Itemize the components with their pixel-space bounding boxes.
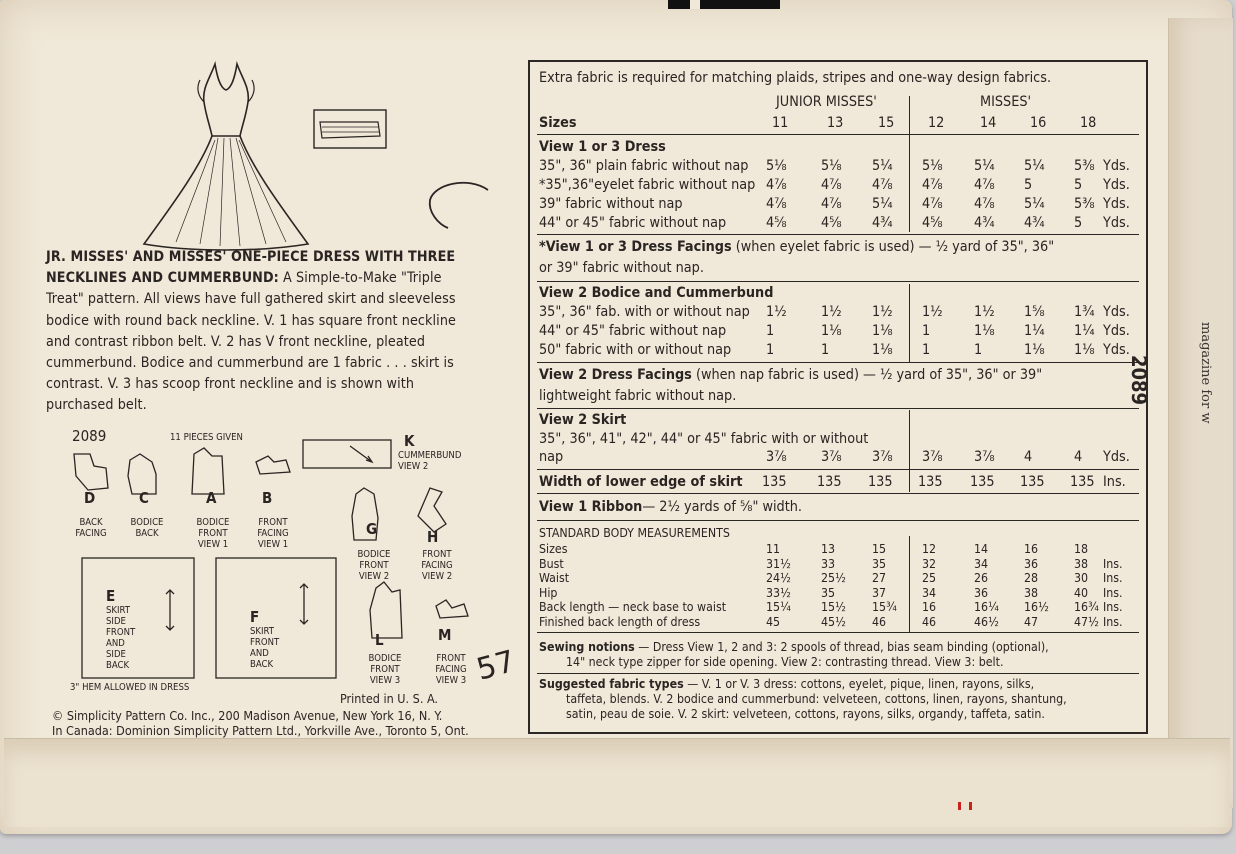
piece-label: FRONT FACING VIEW 2 <box>421 549 453 582</box>
cell-value: 1¼ <box>1074 323 1095 339</box>
description-body: A Simple-to-Make "Triple Treat" pattern. All views have full gathered skirt and sleeveless bodice with round back neckline. V. 1 has square front neckline and contrast ribbon belt. V. 2 has V front neckline, pleated cummerbund. Bodice and cummerbund are 1 fabric . . . skirt is contrast. V. 3 has scoop front neckline and is shown with purchased belt. <box>46 270 456 414</box>
cell-value: 1½ <box>872 304 893 320</box>
piece-label: FRONT FACING VIEW 3 <box>435 653 467 686</box>
row-label: Sizes <box>539 542 568 556</box>
cell-value: 5¼ <box>1024 158 1045 174</box>
row-unit: Ins. <box>1103 556 1123 571</box>
row-label: Back length — neck base to waist <box>539 600 727 615</box>
cell-value: 15 <box>872 542 887 556</box>
copyright-line: © Simplicity Pattern Co. Inc., 200 Madison Avenue, New York 16, N. Y. <box>52 708 443 723</box>
cell-value: 37 <box>872 585 887 600</box>
row-label: nap <box>539 449 564 465</box>
cell-value: 135 <box>817 474 842 490</box>
size-header: 11 <box>772 115 789 131</box>
skirt-line: 35", 36", 41", 42", 44" or 45" fabric with or without <box>539 431 869 447</box>
cell-value: 1 <box>922 342 931 358</box>
cell-value: 5 <box>1074 215 1083 231</box>
cell-value: 1⅛ <box>1024 342 1045 358</box>
cell-value: 35 <box>872 556 887 571</box>
cell-value: 33 <box>821 556 836 571</box>
fabric-types-text: — V. 1 or V. 3 dress: cottons, eyelet, pique, linen, rayons, silks, <box>687 677 1035 691</box>
cell-value: 4⅞ <box>974 196 995 212</box>
cell-value: 47½ <box>1074 615 1099 629</box>
divider <box>537 469 1139 470</box>
cell-value: 38 <box>1074 556 1089 571</box>
copyright <box>52 708 469 738</box>
cell-value: 1¼ <box>1024 323 1045 339</box>
cell-value: 1 <box>974 342 983 358</box>
cell-value: 4¾ <box>1024 215 1045 231</box>
piece-label: BODICE FRONT VIEW 2 <box>357 549 391 582</box>
size-header: 14 <box>980 115 997 131</box>
cell-value: 47 <box>1024 615 1039 629</box>
piece-label: BACK FACING <box>75 517 107 539</box>
cell-value: 34 <box>922 585 937 600</box>
cell-value: 5⅜ <box>1074 196 1095 212</box>
row-unit: Yds. <box>1103 449 1130 465</box>
cell-value: 1⅝ <box>1024 304 1045 320</box>
row-label: Width of lower edge of skirt <box>539 474 743 490</box>
yardage-box <box>528 60 1148 734</box>
divider <box>537 493 1139 494</box>
cell-value: 4⅝ <box>922 215 943 231</box>
facings2-title: View 2 Dress Facings <box>539 367 692 383</box>
sizes-label: Sizes <box>539 115 577 131</box>
row-label: Finished back length of dress <box>539 615 701 629</box>
piece-label: SKIRT SIDE FRONT AND SIDE BACK <box>106 605 136 671</box>
cell-value: 35 <box>821 585 836 600</box>
facings13-text: (when eyelet fabric is used) — ½ yard of 35", 36" <box>735 239 1055 255</box>
cell-value: 5 <box>1074 177 1083 193</box>
view13-title: View 1 or 3 Dress <box>539 139 666 155</box>
divider <box>909 410 910 492</box>
row-label: 50" fabric with or without nap <box>539 342 732 358</box>
cell-value: 4⅝ <box>821 215 842 231</box>
cell-value: 4⅞ <box>872 177 893 193</box>
cell-value: 36 <box>974 585 989 600</box>
cell-value: 46 <box>872 615 887 629</box>
cell-value: 1⅛ <box>872 323 893 339</box>
cell-value: 31½ <box>766 556 791 571</box>
cell-value: 3⅞ <box>922 449 943 465</box>
cell-value: 5⅛ <box>766 158 787 174</box>
row-label: Waist <box>539 571 570 586</box>
body-title: STANDARD BODY MEASUREMENTS <box>539 526 730 540</box>
cell-value: 4⅞ <box>974 177 995 193</box>
cell-value: 5¼ <box>1024 196 1045 212</box>
cell-value: 3⅞ <box>821 449 842 465</box>
cell-value: 45½ <box>821 615 846 629</box>
piece-label: BODICE FRONT VIEW 3 <box>368 653 402 686</box>
cell-value: 25 <box>922 571 937 586</box>
cell-value: 27 <box>872 571 887 586</box>
cell-value: 1½ <box>766 304 787 320</box>
fabric-types <box>539 677 1034 691</box>
cell-value: 36 <box>1024 556 1039 571</box>
row-unit: Yds. <box>1103 215 1130 231</box>
side-pattern-number: 2089 <box>1127 355 1151 406</box>
cell-value: 33½ <box>766 585 791 600</box>
cell-value: 4⅞ <box>922 177 943 193</box>
piece-letter: C <box>139 489 149 507</box>
row-label: 35", 36" fab. with or without nap <box>539 304 750 320</box>
cell-value: 15½ <box>821 600 846 615</box>
size-header: 12 <box>928 115 945 131</box>
divider <box>537 408 1139 409</box>
cell-value: 135 <box>970 474 995 490</box>
cell-value: 5⅜ <box>1074 158 1095 174</box>
piece-letter: K <box>404 432 415 450</box>
notions-line2: 14" neck type zipper for side opening. View 2: contrasting thread. View 3: belt. <box>566 655 1004 669</box>
top-tab <box>668 0 780 9</box>
piece-letter: F <box>250 608 260 626</box>
facings2 <box>539 367 1042 383</box>
piece-letter: D <box>84 489 96 507</box>
cell-value: 3⅞ <box>974 449 995 465</box>
row-unit: Ins. <box>1103 600 1123 615</box>
cell-value: 16¼ <box>974 600 999 615</box>
notions <box>539 640 1049 654</box>
row-label: Hip <box>539 585 558 600</box>
divider <box>909 284 910 362</box>
row-unit: Yds. <box>1103 342 1130 358</box>
facings13-title: *View 1 or 3 Dress Facings <box>539 239 732 255</box>
cell-value: 15¼ <box>766 600 791 615</box>
row-unit: Yds. <box>1103 323 1130 339</box>
divider <box>537 673 1139 674</box>
cell-value: 16¾ <box>1074 600 1099 615</box>
cell-value: 135 <box>762 474 787 490</box>
cell-value: 32 <box>922 556 937 571</box>
cell-value: 4⅞ <box>766 177 787 193</box>
piece-label: BODICE FRONT VIEW 1 <box>196 517 230 550</box>
cell-value: 4⅞ <box>821 196 842 212</box>
cell-value: 16 <box>1024 542 1039 556</box>
divider <box>537 520 1139 521</box>
cell-value: 5¼ <box>872 158 893 174</box>
piece-label: BODICE BACK <box>130 517 164 539</box>
piece-label: SKIRT FRONT AND BACK <box>250 626 280 670</box>
cell-value: 15¾ <box>872 600 897 615</box>
junior-misses-heading: JUNIOR MISSES' <box>776 94 877 110</box>
cell-value: 46 <box>922 615 937 629</box>
cell-value: 1½ <box>974 304 995 320</box>
cell-value: 25½ <box>821 571 846 586</box>
cell-value: 18 <box>1074 542 1089 556</box>
piece-letter: H <box>427 528 439 546</box>
cell-value: 4⅞ <box>821 177 842 193</box>
cell-value: 4¾ <box>974 215 995 231</box>
ribbon-text: — 2½ yards of ⅝" width. <box>642 499 802 515</box>
view2-title: View 2 Bodice and Cummerbund <box>539 285 774 301</box>
ribbon <box>539 499 802 515</box>
side-text: magazine for w <box>1198 322 1213 424</box>
size-header: 18 <box>1080 115 1097 131</box>
cell-value: 5⅛ <box>922 158 943 174</box>
cell-value: 1⅛ <box>821 323 842 339</box>
cell-value: 1 <box>821 342 830 358</box>
row-unit: Yds. <box>1103 158 1130 174</box>
cell-value: 4⅞ <box>922 196 943 212</box>
row-label: Bust <box>539 556 564 571</box>
cell-value: 135 <box>918 474 943 490</box>
bottom-flap <box>4 738 1230 827</box>
fabric-types-line2: taffeta, blends. V. 2 bodice and cummerbund: velveteen, cottons, linen, rayons, shantung, <box>566 692 1067 706</box>
row-label: 39" fabric without nap <box>539 196 683 212</box>
cell-value: 3⅞ <box>766 449 787 465</box>
cell-value: 14 <box>974 542 989 556</box>
cell-value: 13 <box>821 542 836 556</box>
cell-value: 38 <box>1024 585 1039 600</box>
facings13-line2: or 39" fabric without nap. <box>539 260 704 276</box>
cell-value: 40 <box>1074 585 1089 600</box>
size-header: 13 <box>827 115 844 131</box>
cell-value: 1⅛ <box>872 342 893 358</box>
printed-in: Printed in U. S. A. <box>340 691 438 706</box>
cell-value: 46½ <box>974 615 999 629</box>
piece-letter: E <box>106 587 116 605</box>
cell-value: 45 <box>766 615 781 629</box>
dress-illustration <box>140 58 320 258</box>
divider <box>537 362 1139 363</box>
cell-value: 5¼ <box>872 196 893 212</box>
divider <box>537 281 1139 282</box>
cell-value: 4⅝ <box>766 215 787 231</box>
copyright-line: In Canada: Dominion Simplicity Pattern Ltd., Yorkville Ave., Toronto 5, Ont. <box>52 723 469 738</box>
ribbon-title: View 1 Ribbon <box>539 499 643 515</box>
cell-value: 1½ <box>922 304 943 320</box>
cell-value: 12 <box>922 542 937 556</box>
facings2-line2: lightweight fabric without nap. <box>539 388 737 404</box>
cell-value: 5 <box>1024 177 1033 193</box>
cell-value: 135 <box>1070 474 1095 490</box>
fabric-types-line3: satin, peau de soie. V. 2 skirt: velveteen, cottons, rayons, silks, organdy, taffeta, satin. <box>566 707 1045 721</box>
row-unit: Ins. <box>1103 571 1123 586</box>
cell-value: 1⅛ <box>1074 342 1095 358</box>
facings13 <box>539 239 1054 255</box>
divider <box>909 96 910 136</box>
row-label: 44" or 45" fabric without nap <box>539 323 727 339</box>
cell-value: 5⅛ <box>821 158 842 174</box>
divider <box>537 234 1139 235</box>
fabric-note: Extra fabric is required for matching plaids, stripes and one-way design fabrics. <box>539 70 1052 86</box>
cell-value: 28 <box>1024 571 1039 586</box>
fabric-types-title: Suggested fabric types <box>539 677 684 691</box>
row-unit: Yds. <box>1103 196 1130 212</box>
notions-title: Sewing notions <box>539 640 635 654</box>
description-headline: JR. MISSES' AND MISSES' ONE-PIECE DRESS WITH THREE NECKLINES AND CUMMERBUND: <box>46 249 456 287</box>
neckline-sketch <box>424 178 504 238</box>
cell-value: 1½ <box>821 304 842 320</box>
cell-value: 4¾ <box>872 215 893 231</box>
pieces-given: 11 PIECES GIVEN <box>170 432 243 443</box>
row-unit: Ins. <box>1103 585 1123 600</box>
row-label: 35", 36" plain fabric without nap <box>539 158 749 174</box>
pattern-description <box>46 247 476 417</box>
hem-note: 3" HEM ALLOWED IN DRESS <box>70 682 190 693</box>
row-unit: Yds. <box>1103 304 1130 320</box>
divider <box>537 134 1139 135</box>
belt-sketch <box>312 108 392 152</box>
piece-letter: B <box>262 489 273 507</box>
red-mark <box>958 802 972 810</box>
row-label: 44" or 45" fabric without nap <box>539 215 727 231</box>
misses-heading: MISSES' <box>980 94 1032 110</box>
skirt-title: View 2 Skirt <box>539 412 627 428</box>
cell-value: 135 <box>868 474 893 490</box>
piece-letter: L <box>375 631 384 649</box>
facings2-text: (when nap fabric is used) — ½ yard of 35", 36" or 39" <box>695 367 1043 383</box>
notions-text: — Dress View 1, 2 and 3: 2 spools of thread, bias seam binding (optional), <box>638 640 1049 654</box>
cell-value: 3⅞ <box>872 449 893 465</box>
cell-value: 1 <box>766 342 775 358</box>
piece-label: CUMMERBUND VIEW 2 <box>398 450 462 472</box>
row-unit: Ins. <box>1103 474 1126 490</box>
handwritten-number: 57 <box>473 644 519 688</box>
cell-value: 4 <box>1024 449 1033 465</box>
cell-value: 5¼ <box>974 158 995 174</box>
piece-letter: A <box>206 489 217 507</box>
cell-value: 1 <box>922 323 931 339</box>
piece-letter: M <box>438 626 452 644</box>
cell-value: 1¾ <box>1074 304 1095 320</box>
cell-value: 4⅞ <box>766 196 787 212</box>
piece-label: FRONT FACING VIEW 1 <box>257 517 289 550</box>
piece-letter: G <box>366 520 378 538</box>
divider <box>909 536 910 632</box>
row-unit: Yds. <box>1103 177 1130 193</box>
row-label: *35",36"eyelet fabric without nap <box>539 177 756 193</box>
cell-value: 30 <box>1074 571 1089 586</box>
cell-value: 24½ <box>766 571 791 586</box>
cell-value: 135 <box>1020 474 1045 490</box>
cell-value: 16½ <box>1024 600 1049 615</box>
divider <box>537 632 1139 633</box>
cell-value: 34 <box>974 556 989 571</box>
size-header: 15 <box>878 115 895 131</box>
divider <box>909 136 910 232</box>
cell-value: 4 <box>1074 449 1083 465</box>
row-unit: Ins. <box>1103 615 1123 629</box>
cell-value: 16 <box>922 600 937 615</box>
size-header: 16 <box>1030 115 1047 131</box>
cell-value: 1 <box>766 323 775 339</box>
cell-value: 11 <box>766 542 781 556</box>
pieces-number: 2089 <box>72 427 107 445</box>
cell-value: 26 <box>974 571 989 586</box>
cell-value: 1⅛ <box>974 323 995 339</box>
